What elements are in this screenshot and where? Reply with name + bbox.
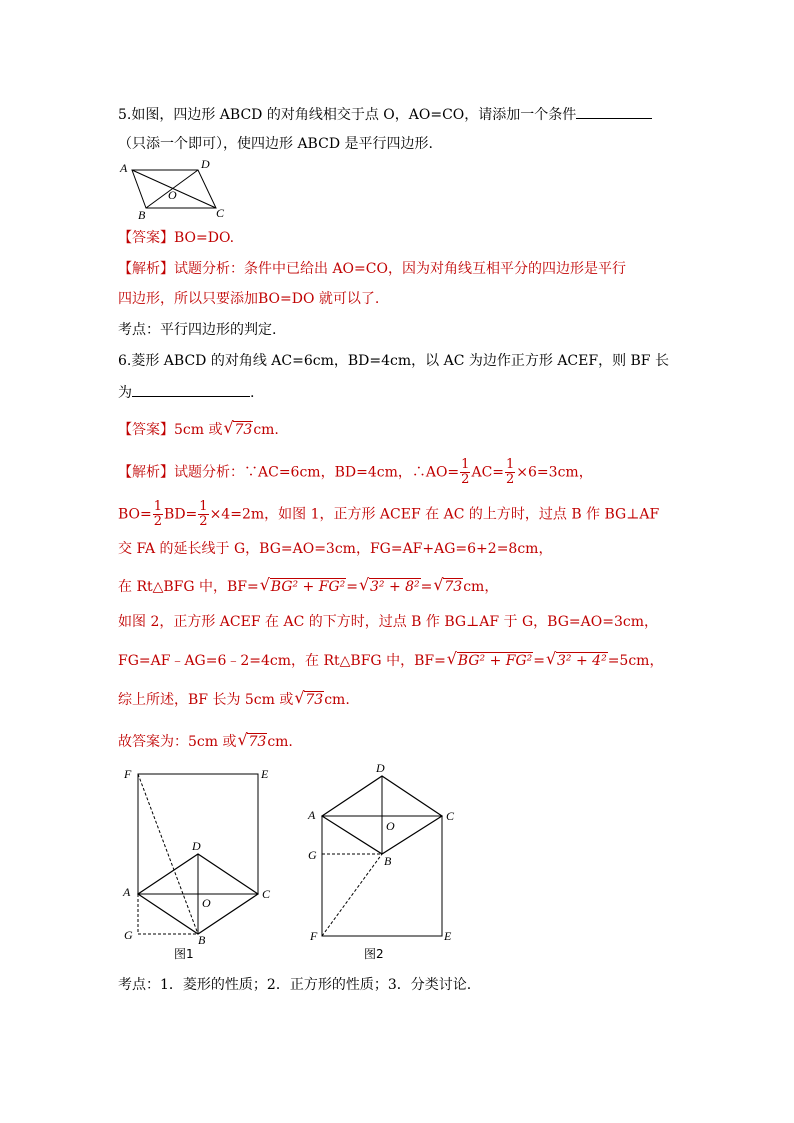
q5-line1 bbox=[118, 104, 652, 125]
q6-s1-b: AC= bbox=[471, 464, 505, 481]
fig2-label-O: O bbox=[386, 819, 395, 833]
q6-s1-c: ×6=3cm， bbox=[516, 464, 593, 481]
q6-s2-c: ×4=2m，如图 1，正方形 ACEF 在 AC 的上方时，过点 B 作 BG⊥AF bbox=[209, 506, 660, 523]
q5-line2: （只添一个即可），使四边形 ABCD 是平行四边形. bbox=[118, 136, 433, 152]
q6-analysis-step1 bbox=[118, 458, 593, 487]
fig1-label-D: D bbox=[192, 839, 201, 853]
q6-answer-b: cm. bbox=[253, 422, 279, 438]
q6-answer bbox=[118, 420, 279, 440]
q6-s8-a: 故答案为：5cm 或 bbox=[118, 734, 237, 750]
fig1-label-B: B bbox=[198, 933, 206, 947]
q6-s8-sqrt: √ 73 bbox=[237, 730, 267, 750]
fig2-label-D: D bbox=[376, 761, 385, 775]
q6-kaodian: 考点：1．菱形的性质；2．正方形的性质；3．分类讨论. bbox=[118, 977, 472, 993]
fig1-label-F: F bbox=[124, 767, 132, 781]
q6-line2 bbox=[118, 382, 254, 403]
q6-s2-frac2: $\frac{1}{2}$ bbox=[199, 499, 208, 529]
q5-label-O: O bbox=[168, 188, 177, 202]
q5-analysis-tag: 【解析】 bbox=[118, 261, 174, 277]
q6-s4-sqrt1: √ BG² + FG² bbox=[259, 575, 346, 595]
q6-analysis-tag: 【解析】 bbox=[118, 464, 174, 481]
q6-analysis-step6 bbox=[118, 651, 663, 671]
q6-answer-sqrt: √ 73 bbox=[223, 418, 253, 438]
fig1-label-E: E bbox=[261, 767, 269, 781]
q5-analysis-line2: 四边形，所以只要添加BO=DO 就可以了. bbox=[118, 291, 380, 307]
q5-kaodian: 考点：平行四边形的判定. bbox=[118, 322, 277, 338]
q6-s7-a: 综上所述，BF 长为 5cm 或 bbox=[118, 692, 294, 708]
q5-answer-tag: 【答案】 bbox=[118, 230, 174, 246]
q6-s4-a: 在 Rt△BFG 中，BF= bbox=[118, 579, 259, 595]
fig1-label-A: A bbox=[123, 885, 131, 899]
fig2-label-A: A bbox=[308, 808, 316, 822]
q6-figure-1 bbox=[118, 760, 288, 966]
fig2-label-E: E bbox=[444, 929, 452, 943]
q6-s4-sqrt3: √ 73 bbox=[433, 575, 463, 595]
fig2-label-C: C bbox=[446, 809, 455, 823]
q5-analysis-text1: 试题分析：条件中已给出 AO=CO，因为对角线互相平分的四边形是平行 bbox=[174, 261, 626, 277]
q6-s7-sqrt: √ 73 bbox=[294, 688, 324, 708]
fig1-label-O: O bbox=[202, 896, 211, 910]
q6-analysis-step7 bbox=[118, 690, 350, 710]
q6-answer-radicand: 73 bbox=[234, 422, 253, 438]
q6-answer-a: 5cm 或 bbox=[174, 422, 223, 438]
q6-s2-a: BO= bbox=[118, 506, 152, 523]
q6-s6-a: FG=AF﹣AG=6﹣2=4cm，在 Rt△BFG 中，BF= bbox=[118, 653, 446, 669]
q6-s2-b: BD= bbox=[164, 506, 198, 523]
q6-s6-b: =5cm， bbox=[607, 653, 664, 669]
q6-analysis-step2 bbox=[118, 500, 659, 529]
q6-analysis-step8 bbox=[118, 732, 293, 752]
q5-text: 5.如图，四边形 ABCD 的对角线相交于点 O，AO=CO，请添加一个条件 bbox=[118, 107, 577, 123]
q6-s1-frac2: $\frac{1}{2}$ bbox=[506, 457, 515, 487]
q6-s4-eq2: = bbox=[420, 579, 433, 595]
q5-label-A: A bbox=[120, 161, 128, 175]
q6-s6-sqrt1: √ BG² + FG² bbox=[446, 649, 533, 669]
q5-answer-blank bbox=[576, 104, 652, 119]
q6-answer-blank bbox=[132, 382, 250, 397]
q6-s6-sqrt2: √ 3² + 4² bbox=[546, 649, 607, 669]
q6-analysis-step3: 交 FA 的延长线于 G，BG=AO=3cm，FG=AF+AG=6+2=8cm， bbox=[118, 541, 553, 557]
q6-line1: 6.菱形 ABCD 的对角线 AC=6cm，BD=4cm，以 AC 为边作正方形 ACEF，则 BF 长 bbox=[118, 353, 669, 369]
q5-label-D: D bbox=[201, 157, 210, 171]
q6-figure-2 bbox=[300, 760, 470, 966]
fig1-label-G: G bbox=[124, 928, 133, 942]
q6-s4-eq1: = bbox=[346, 579, 358, 595]
q6-line2-prefix: 为 bbox=[118, 385, 132, 401]
q6-analysis-step4 bbox=[118, 577, 498, 597]
q5-label-C: C bbox=[216, 206, 225, 220]
q5-answer-text: BO=DO. bbox=[174, 230, 235, 246]
q6-line2-suffix: . bbox=[250, 385, 255, 401]
fig2-label-F: F bbox=[310, 929, 318, 943]
fig2-caption: 图2 bbox=[364, 947, 384, 961]
fig2-label-B: B bbox=[384, 854, 392, 868]
q6-s4-sqrt2: √ 3² + 8² bbox=[358, 575, 420, 595]
fig2-label-G: G bbox=[308, 848, 317, 862]
q6-answer-tag: 【答案】 bbox=[118, 422, 174, 438]
q5-analysis-line1 bbox=[118, 259, 626, 279]
q5-answer bbox=[118, 228, 234, 248]
q6-s7-b: cm. bbox=[324, 692, 350, 708]
q6-analysis-step5: 如图 2，正方形 ACEF 在 AC 的下方时，过点 B 作 BG⊥AF 于 G，BG=AO=3cm， bbox=[118, 614, 658, 630]
q6-s6-eq1: = bbox=[533, 653, 546, 669]
q6-s8-b: cm. bbox=[267, 734, 293, 750]
fig1-label-C: C bbox=[262, 887, 271, 901]
fig1-caption: 图1 bbox=[174, 947, 194, 961]
q6-s1-a: 试题分析：∵AC=6cm，BD=4cm，∴AO= bbox=[174, 464, 460, 481]
q5-label-B: B bbox=[138, 208, 146, 222]
q6-s1-frac1: $\frac{1}{2}$ bbox=[461, 457, 470, 487]
q6-s2-frac1: $\frac{1}{2}$ bbox=[153, 499, 163, 529]
q5-parallelogram-figure bbox=[118, 156, 238, 222]
q6-s4-b: cm， bbox=[463, 579, 499, 595]
